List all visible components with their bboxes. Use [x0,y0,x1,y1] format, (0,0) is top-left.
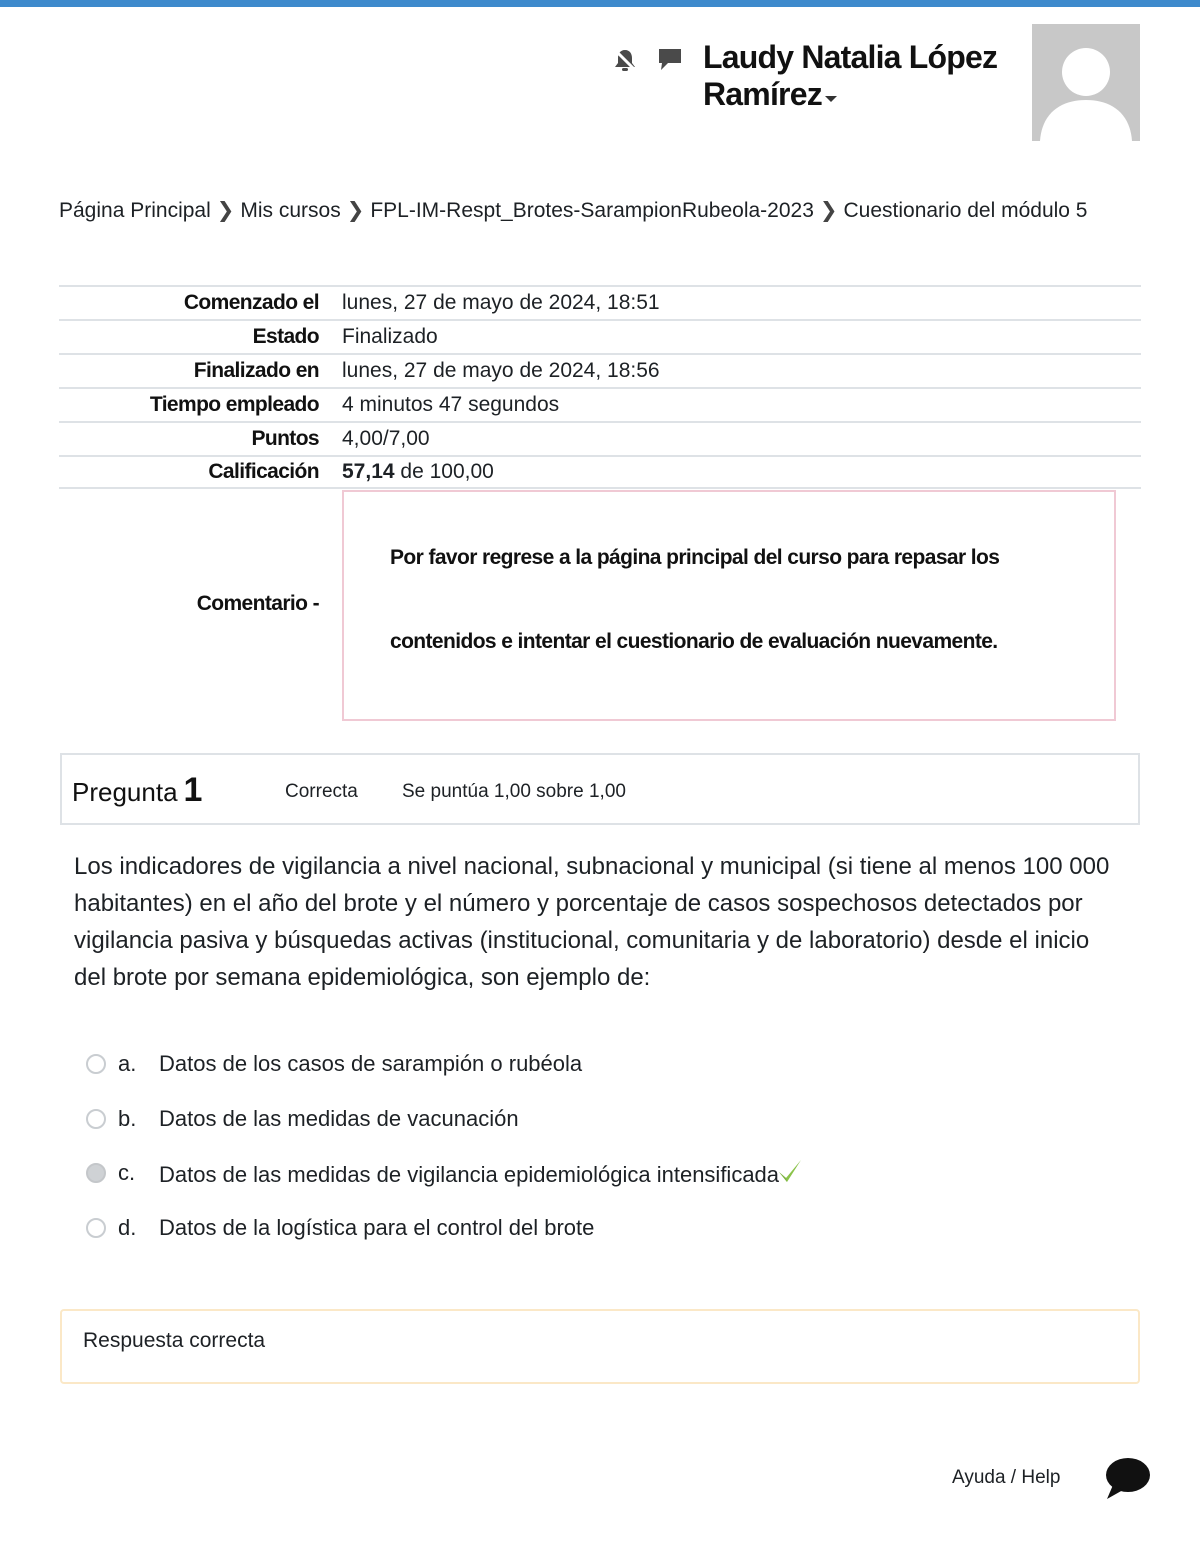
check-icon [777,1158,803,1184]
answer-letter: c. [118,1160,136,1186]
answer-letter: d. [118,1214,137,1240]
radio-button[interactable] [86,1109,106,1129]
answer-option-c [86,1146,986,1201]
answer-text [159,1158,803,1188]
comment-line: contenidos e intentar el cuestionario de evaluación nuevamente. [390,630,998,653]
summary-value: 4 minutos 47 segundos [342,393,560,416]
summary-label: Calificación [208,460,319,483]
grade-value: 57,14 [342,460,395,483]
page-header [0,7,1200,157]
attempt-summary-table [59,285,1141,489]
user-name: Laudy Natalia López Ramírez [703,39,998,112]
feedback-box [60,1309,1140,1384]
summary-row-started [59,285,1141,319]
answer-text-label: Datos de las medidas de vigilancia epidemiológica intensificada [159,1162,780,1188]
answer-letter: b. [118,1105,137,1131]
user-menu[interactable] [703,39,1003,113]
chevron-right-icon: ❯ [216,199,235,222]
answer-letter: a. [118,1051,137,1077]
chat-bubble-icon[interactable] [1103,1455,1151,1501]
question-state: Correcta [285,781,358,802]
radio-button[interactable] [86,1218,106,1238]
answer-text: Datos de los casos de sarampión o rubéola [159,1051,583,1077]
summary-label: Finalizado en [193,359,319,382]
answer-option-b [86,1092,986,1147]
comment-line: Por favor regrese a la página principal del curso para repasar los [390,546,1000,569]
summary-label: Tiempo empleado [149,393,319,416]
answer-text: Datos de las medidas de vacunación [159,1105,519,1131]
question-text: Los indicadores de vigilancia a nivel nacional, subnacional y municipal (si tiene al menos 100 000 habitantes) en el año del brote y el número y porcentaje de casos sospechosos detectados por vigilancia pasiva y búsquedas activas (institucional, comunitaria y de laboratorio) desde el inicio del brote por semana epidemiológica, son ejemplo de: [74,853,1110,991]
chat-icon[interactable] [656,47,684,73]
summary-label: Puntos [251,427,319,450]
radio-button[interactable] [86,1054,106,1074]
breadcrumb-my-courses[interactable]: Mis cursos [240,199,341,222]
summary-value [342,460,494,484]
question-title [72,771,202,810]
summary-value: Finalizado [342,325,438,348]
chevron-down-icon [825,96,837,102]
summary-value: 4,00/7,00 [342,427,430,450]
answer-text: Datos de la logística para el control del brote [159,1214,595,1240]
summary-row-time-taken [59,387,1141,421]
question-number: 1 [183,771,203,809]
top-accent-bar [0,0,1200,7]
answer-option-a [86,1037,986,1092]
breadcrumb-quiz[interactable]: Cuestionario del módulo 5 [843,199,1088,222]
comment-box [342,490,1116,721]
help-link[interactable]: Ayuda / Help [952,1467,1061,1488]
question-grade: Se puntúa 1,00 sobre 1,00 [402,781,626,802]
avatar[interactable] [1032,24,1140,141]
radio-button-selected[interactable] [86,1163,106,1183]
breadcrumb [59,192,1119,229]
summary-label: Estado [252,325,319,348]
grade-max: de 100,00 [394,460,494,483]
bell-icon[interactable] [612,47,638,73]
summary-row-finished [59,353,1141,387]
summary-value: lunes, 27 de mayo de 2024, 18:56 [342,359,660,382]
answer-list [86,1037,986,1255]
comment-label: Comentario - [196,592,319,615]
breadcrumb-course[interactable]: FPL-IM-Respt_Brotes-SarampionRubeola-2023 [370,199,814,222]
summary-row-marks [59,421,1141,455]
user-silhouette-icon [1032,24,1140,141]
question-info-box [60,753,1140,825]
summary-row-state [59,319,1141,353]
chevron-right-icon: ❯ [819,199,838,222]
summary-row-grade [59,455,1141,489]
chevron-right-icon: ❯ [346,199,365,222]
question-title-prefix: Pregunta [72,777,178,807]
answer-option-d [86,1201,986,1256]
feedback-text: Respuesta correcta [83,1329,266,1352]
summary-value: lunes, 27 de mayo de 2024, 18:51 [342,291,660,314]
summary-label: Comenzado el [183,291,319,314]
breadcrumb-home[interactable]: Página Principal [59,199,211,222]
